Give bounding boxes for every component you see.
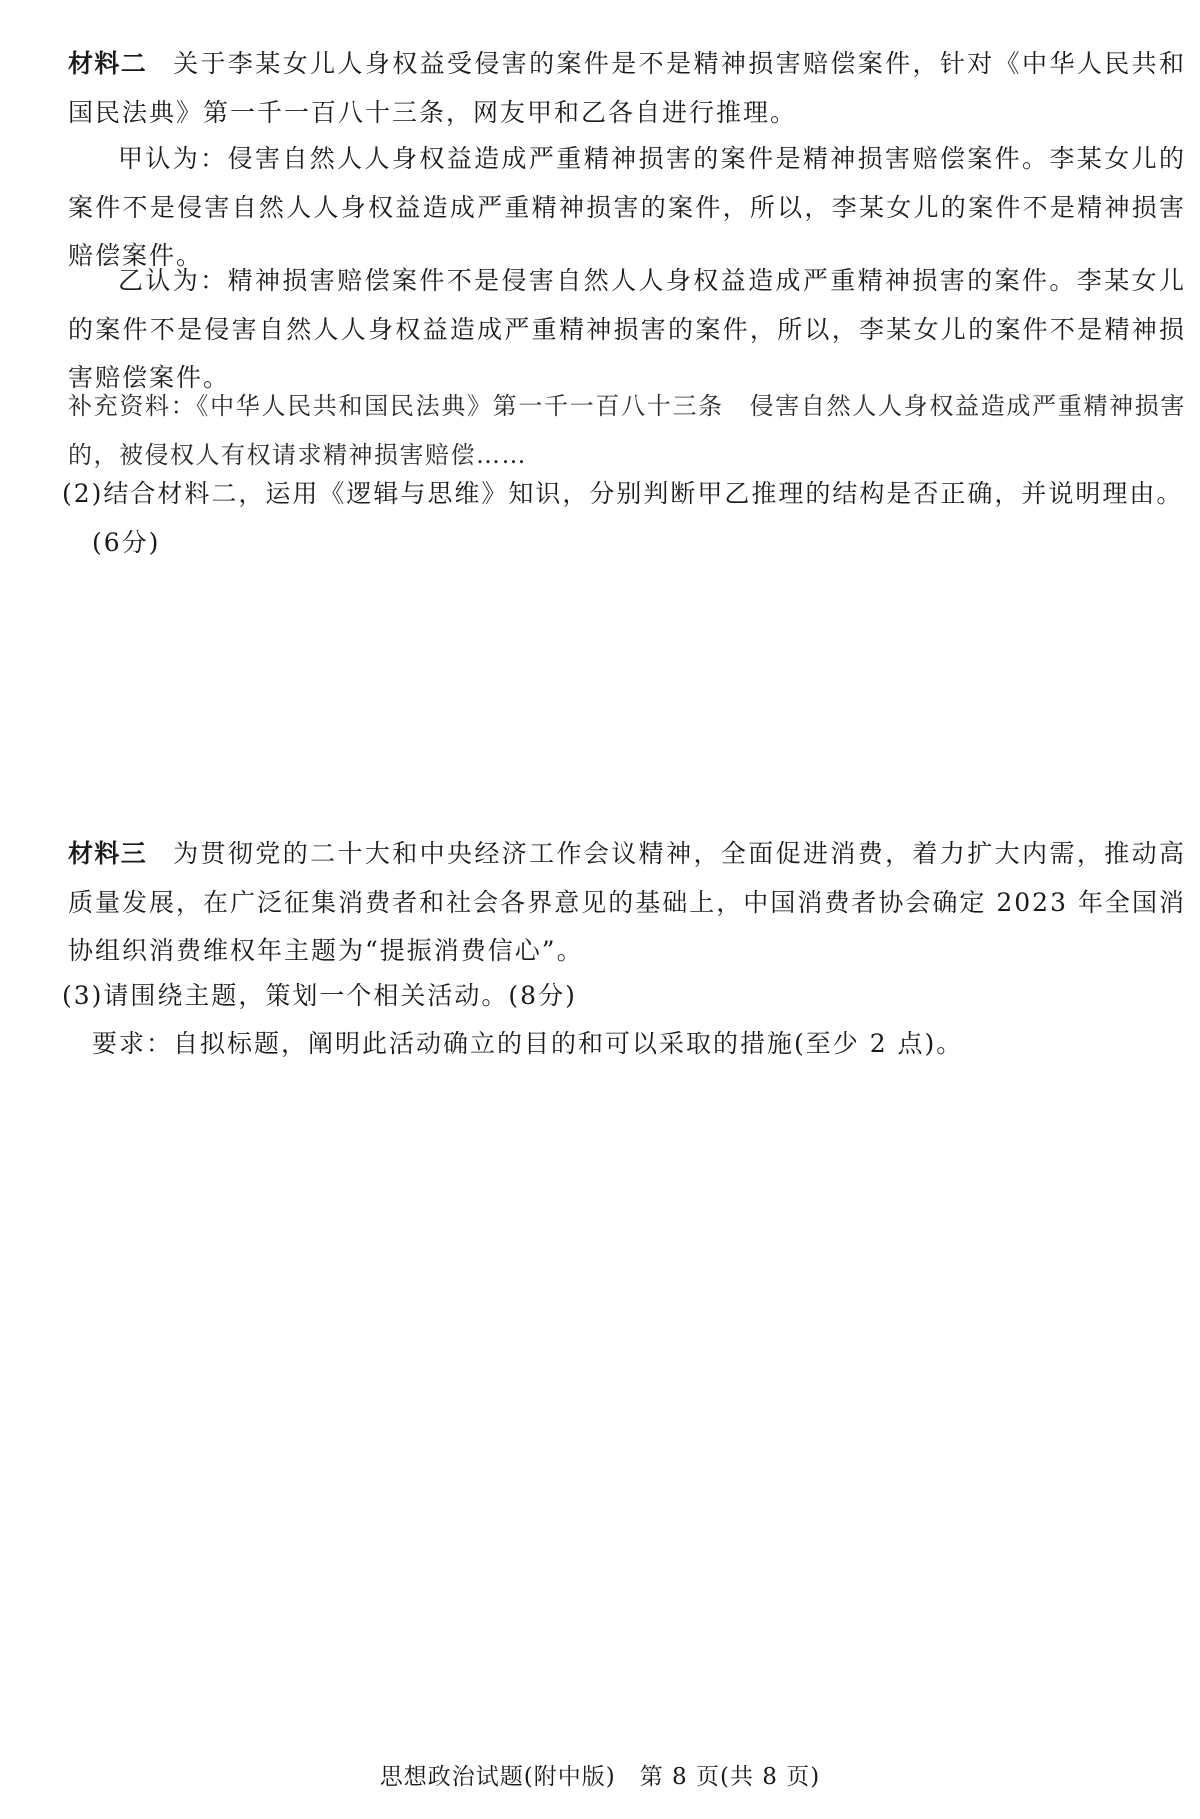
question-three-requirement: 要求：自拟标题，阐明此活动确立的目的和可以采取的措施(至少 2 点)。 <box>92 1029 964 1058</box>
question-two-score: (6分) <box>92 527 161 557</box>
material-two-intro-text: 关于李某女儿人身权益受侵害的案件是不是精神损害赔偿案件，针对《中华人民共和国民法典》第一千一百八十三条，网友甲和乙各自进行推理。 <box>68 49 1186 127</box>
material-two-supplement: 补充资料：《中华人民共和国民法典》第一千一百八十三条 侵害自然人人身权益造成严重精神损害的，被侵权人有权请求精神损害赔偿…… <box>68 392 1186 469</box>
page-footer: 思想政治试题(附中版) 第 8 页(共 8 页) <box>379 1764 821 1790</box>
material-three-label: 材料三 <box>68 839 148 868</box>
material-three-text: 为贯彻党的二十大和中央经济工作会议精神，全面促进消费，着力扩大内需，推动高质量发展，在广泛征集消费者和社会各界意见的基础上，中国消费者协会确定 2023 年全国消协组织消费维权年主题为“提振消费信心”。 <box>68 839 1186 965</box>
question-two <box>62 470 1190 567</box>
material-two-intro <box>68 40 1186 137</box>
material-two-label: 材料二 <box>68 49 148 78</box>
material-two-jia-paragraph: 甲认为：侵害自然人人身权益造成严重精神损害的案件是精神损害赔偿案件。李某女儿的案件不是侵害自然人人身权益造成严重精神损害的案件，所以，李某女儿的案件不是精神损害赔偿案件。 <box>68 144 1186 270</box>
material-two-yi-paragraph: 乙认为：精神损害赔偿案件不是侵害自然人人身权益造成严重精神损害的案件。李某女儿的案件不是侵害自然人人身权益造成严重精神损害的案件，所以，李某女儿的案件不是精神损害赔偿案件。 <box>68 266 1186 392</box>
material-three-paragraph <box>68 830 1186 976</box>
question-two-text: (2)结合材料二，运用《逻辑与思维》知识，分别判断甲乙推理的结构是否正确，并说明理由。 <box>62 479 1184 508</box>
question-three: (3)请围绕主题，策划一个相关活动。(8分) <box>62 981 577 1010</box>
